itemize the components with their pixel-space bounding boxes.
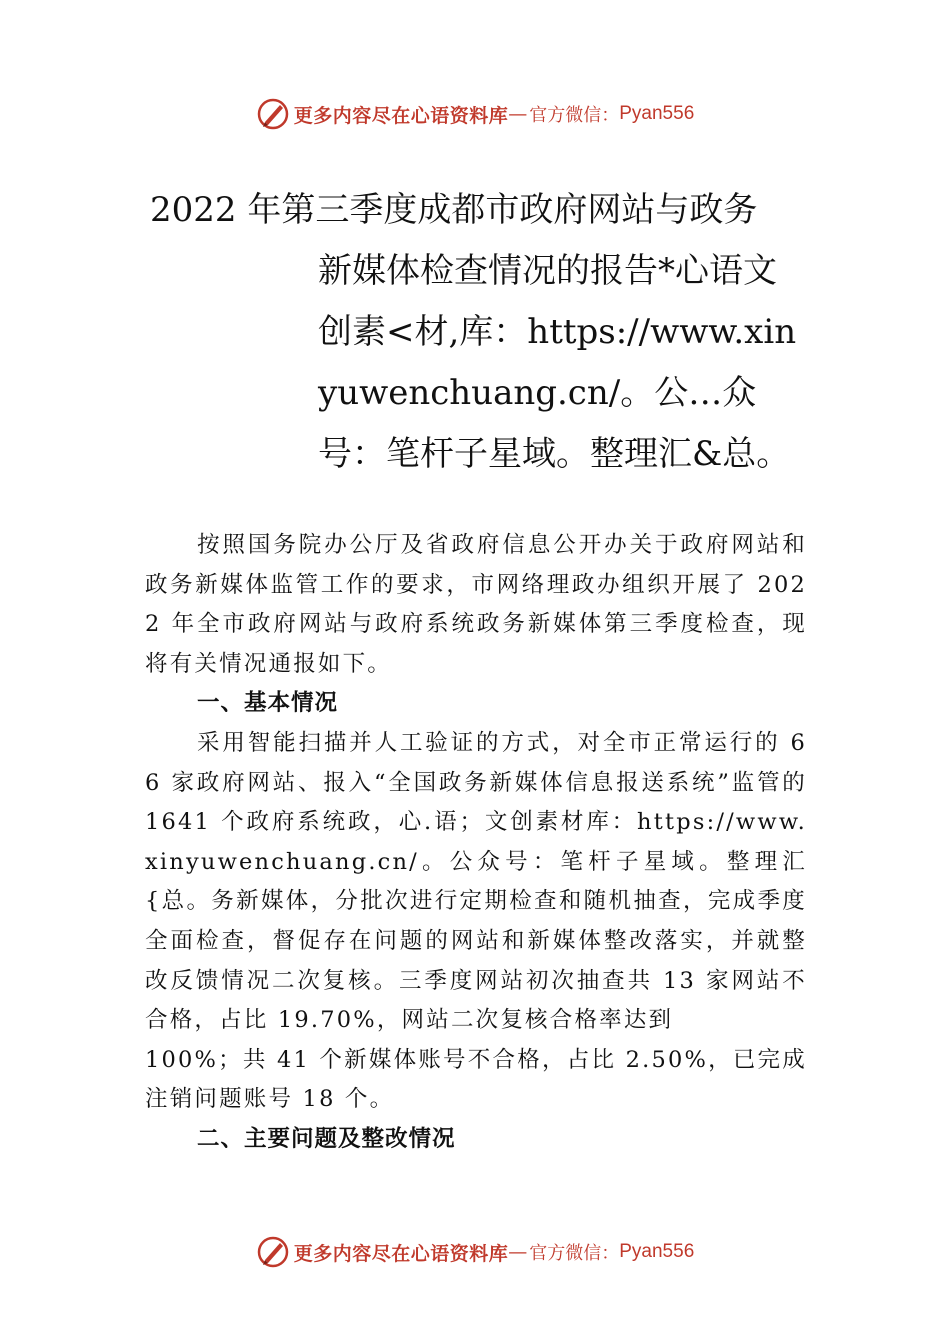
section-heading-1: 一、基本情况 [197,690,339,717]
banner-text: 更多内容尽在心语资料库 [293,104,509,127]
banner-text: 更多内容尽在心语资料库 [293,1242,509,1265]
document-title [150,180,810,485]
banner-dash: — [508,103,528,125]
title-line-1: 2022 年第三季度成都市政府网站与政务 [150,190,758,230]
paragraph-basic: 采用智能扫描并人工验证的方式，对全市正常运行的 66 家政府网站、报入“全国政务新媒体信息报送系统”监管的 1641 个政府系统政，心.语；文创素材库：https://www.xinyuwenchuang.cn/。公众号：笔杆子星域。整理汇{总。务新媒体，分批次进行定期检查和随机抽查，完成季度全面检查，督促存在问题的网站和新媒体整改落实，并就整改反馈情况二次复核。三季度网站初次抽查共 13 家网站不合格，占比 19.70%，网站二次复核合格率达到 [145,729,807,1034]
section-heading-2: 二、主要问题及整改情况 [197,1125,456,1152]
banner-wechat-id: Pyan556 [619,1241,695,1262]
paragraph-intro: 按照国务院办公厅及省政府信息公开办关于政府网站和政务新媒体监管工作的要求，市网络理政办组织开展了 2022 年全市政府网站与政府系统政务新媒体第三季度检查，现将有关情况通报如下。 [145,532,807,677]
banner-wechat-id: Pyan556 [619,103,695,124]
title-continuation: 新媒体检查情况的报告*心语文创素<材,库：https://www.xinyuwenchuang.cn/。公…众号：笔杆子星域。整理汇&总。 [318,251,797,474]
pen-logo-icon [256,1235,290,1269]
document-body [145,526,807,1160]
banner-wechat-label: 官方微信： [529,1243,620,1264]
banner-dash: — [508,1241,528,1263]
banner-wechat-label: 官方微信： [529,105,620,126]
header-banner [0,94,950,134]
paragraph-stats: 100%；共 41 个新媒体账号不合格，占比 2.50%，已完成注销问题账号 18 个。 [145,1046,807,1113]
pen-logo-icon [256,97,290,131]
footer-banner [0,1232,950,1272]
